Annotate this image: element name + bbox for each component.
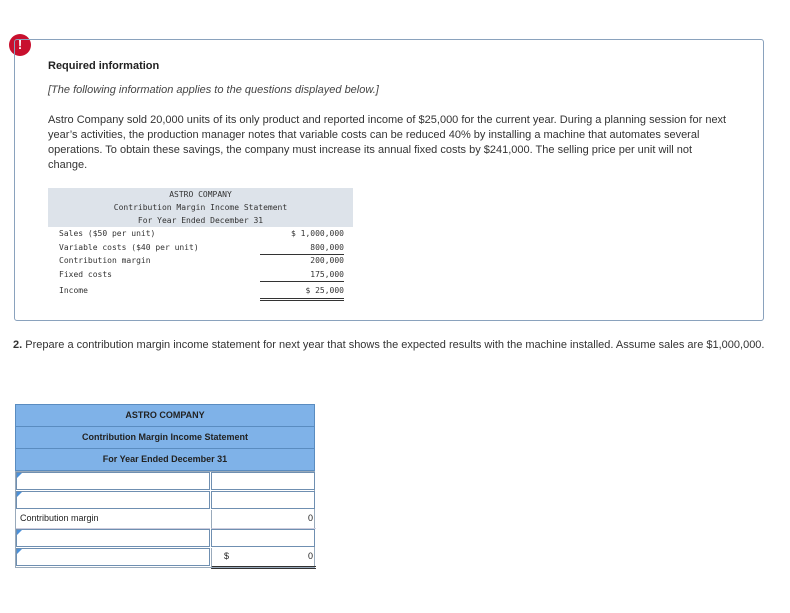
required-info-title: Required information bbox=[48, 60, 160, 72]
answer-company: ASTRO COMPANY bbox=[16, 405, 314, 427]
answer-period: For Year Ended December 31 bbox=[102, 454, 228, 464]
row-value: 175,000 bbox=[260, 268, 344, 283]
statement-header bbox=[48, 188, 353, 227]
answer-header bbox=[15, 404, 315, 471]
answer-row-4 bbox=[15, 529, 315, 548]
statement-row-income bbox=[48, 284, 353, 298]
answer-row-2 bbox=[15, 491, 315, 510]
row-1-amount-input[interactable] bbox=[211, 472, 315, 490]
dropdown-indicator-icon bbox=[17, 530, 22, 535]
alert-icon: ! bbox=[9, 34, 31, 56]
statement-row-variable-costs bbox=[48, 241, 353, 255]
income-value: 0 bbox=[307, 551, 313, 561]
contribution-margin-value: 0 bbox=[307, 513, 313, 523]
dropdown-indicator-icon bbox=[17, 473, 22, 478]
row-2-amount-input[interactable] bbox=[211, 491, 315, 509]
answer-title: Contribution Margin Income Statement bbox=[16, 427, 314, 449]
statement-row-contribution-margin bbox=[48, 254, 353, 268]
row-label: Fixed costs bbox=[59, 269, 112, 279]
contribution-margin-label: Contribution margin bbox=[20, 513, 99, 523]
question-number: 2. bbox=[13, 339, 23, 351]
row-label: Contribution margin bbox=[59, 256, 151, 265]
income-value-cell bbox=[211, 548, 316, 569]
row-value: 800,000 bbox=[260, 241, 344, 256]
required-info-subtitle: [The following information applies to the questions displayed below.] bbox=[48, 84, 379, 96]
row-5-label-input[interactable] bbox=[16, 548, 210, 566]
row-value: 200,000 bbox=[310, 256, 344, 265]
required-info-body: Astro Company sold 20,000 units of its only product and reported income of $25,000 for the current year. During a planning session for next year’s activities, the production manager notes that variable costs can be reduced 40% by installing a machine that automates several operations. To obtain these savings, the company must increase its annual fixed costs by $241,000. The selling price per unit will not change. bbox=[48, 114, 727, 171]
answer-row-1 bbox=[15, 471, 315, 491]
question-text bbox=[13, 338, 773, 353]
statement-period: For Year Ended December 31 bbox=[137, 216, 264, 225]
row-value: $ 25,000 bbox=[260, 284, 344, 301]
row-4-label-input[interactable] bbox=[16, 529, 210, 547]
statement-row-sales bbox=[48, 227, 353, 241]
row-4-amount-input[interactable] bbox=[211, 529, 315, 547]
question-body: Prepare a contribution margin income statement for next year that shows the expected results with the machine installed. Assume sales are $1,000,000. bbox=[25, 339, 765, 351]
row-label: Sales ($50 per unit) bbox=[59, 229, 156, 238]
row-value: $ 1,000,000 bbox=[291, 229, 344, 238]
income-dollar-sign: $ bbox=[224, 551, 230, 561]
dropdown-indicator-icon bbox=[17, 492, 22, 497]
given-income-statement bbox=[48, 188, 353, 298]
dropdown-indicator-icon bbox=[17, 549, 22, 554]
statement-row-fixed-costs bbox=[48, 268, 353, 282]
answer-row-contribution-margin bbox=[15, 510, 315, 529]
answer-row-income bbox=[15, 548, 315, 568]
contribution-margin-value-cell bbox=[211, 510, 316, 529]
answer-statement bbox=[15, 404, 315, 568]
statement-title: Contribution Margin Income Statement bbox=[113, 203, 288, 212]
row-label: Variable costs ($40 per unit) bbox=[59, 242, 199, 252]
contribution-margin-label-cell bbox=[16, 510, 210, 529]
row-label: Income bbox=[59, 286, 88, 295]
statement-company: ASTRO COMPANY bbox=[169, 190, 232, 199]
row-2-label-input[interactable] bbox=[16, 491, 210, 509]
row-1-label-input[interactable] bbox=[16, 472, 210, 490]
